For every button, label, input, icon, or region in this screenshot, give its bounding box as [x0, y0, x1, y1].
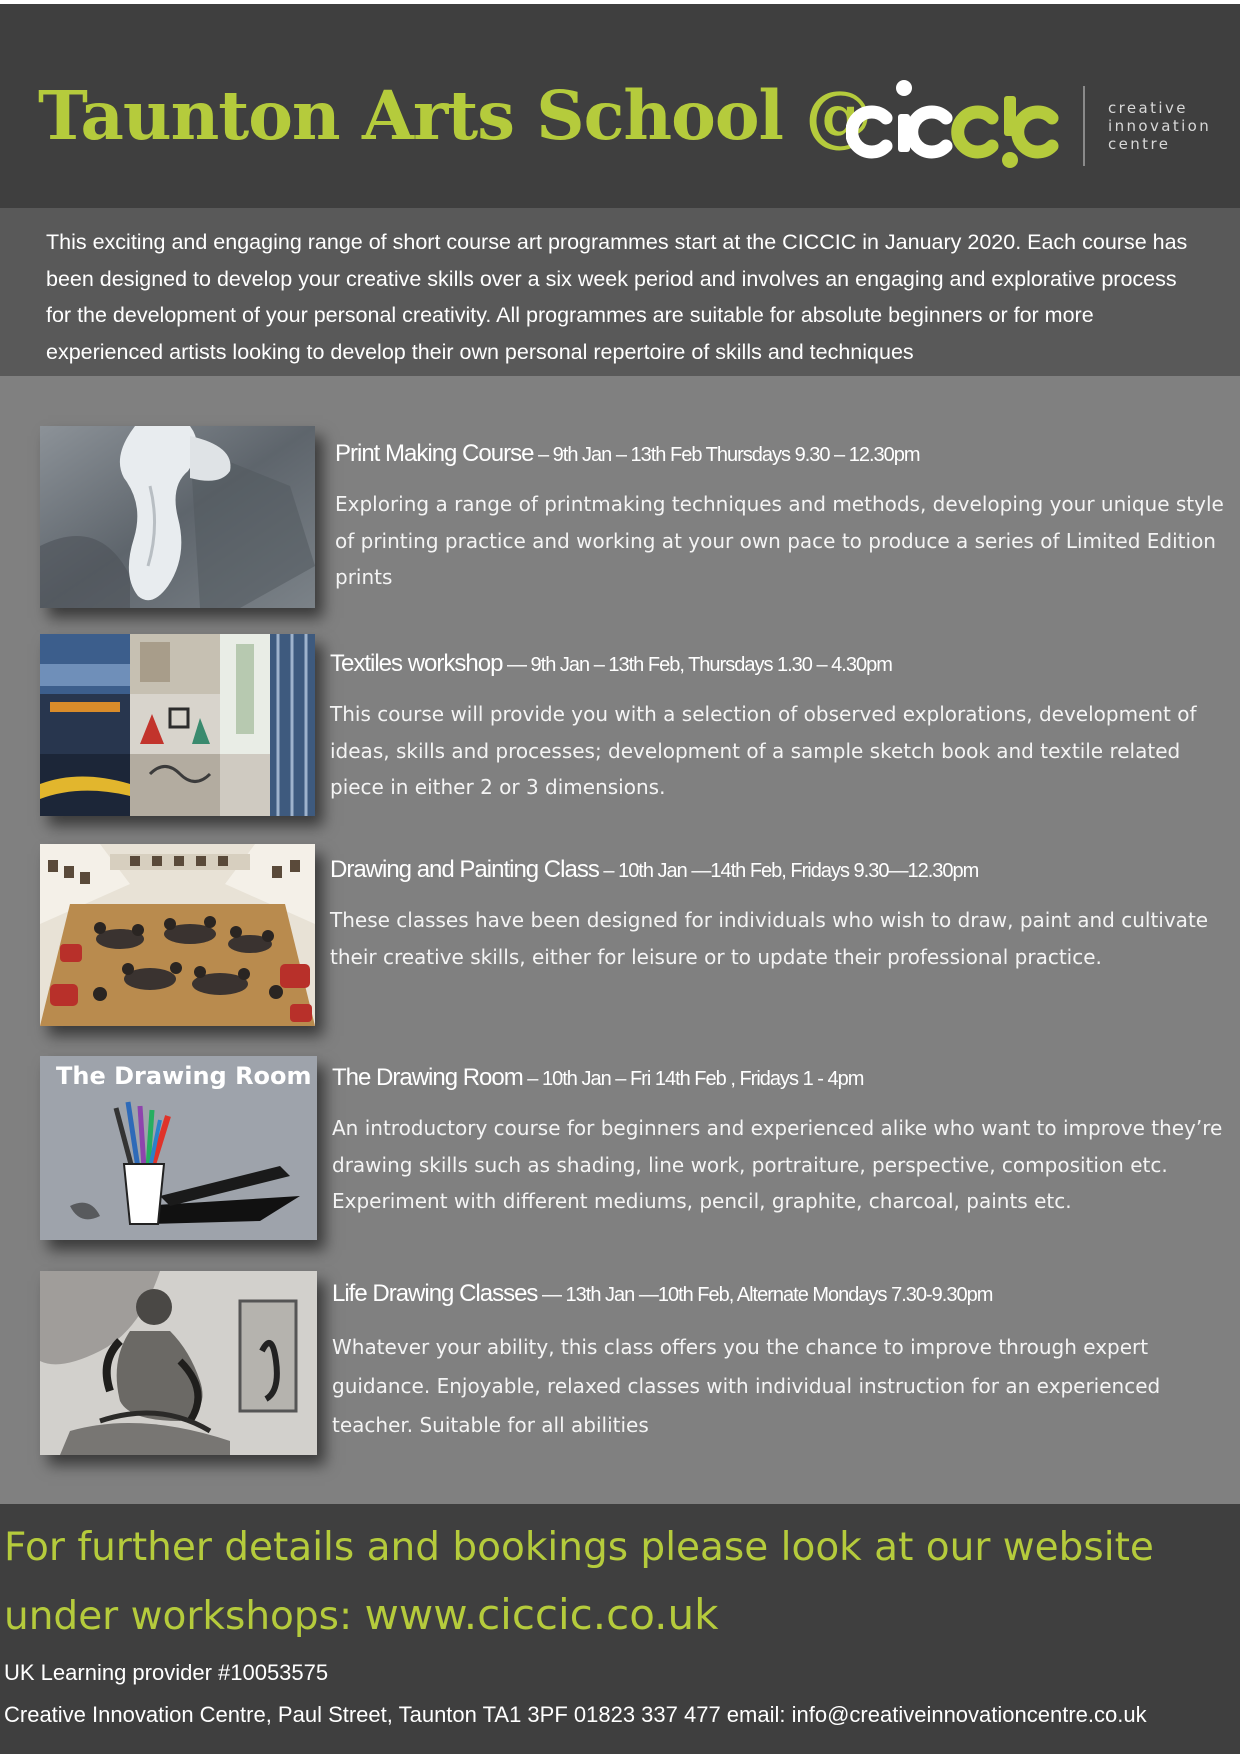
course-heading: [335, 440, 920, 468]
ciccic-logo-icon: [846, 74, 1062, 170]
course-schedule: – 9th Jan – 13th Feb Thursdays 9.30 – 12.30pm: [533, 444, 920, 466]
course-name: Textiles workshop: [330, 650, 503, 677]
intro-text: This exciting and engaging range of short course art programmes start at the CICCIC in January 2020. Each course has been designed to develop your creative skills over a six week period and involves an engaging and explorative process for the development of your personal creativity. All programmes are suitable for absolute beginners or for more experienced artists looking to develop their own personal repertoire of skills and techniques: [46, 230, 1188, 364]
intro-section: [0, 208, 1240, 376]
course-description: An introductory course for beginners and experienced alike who want to improve they’re drawing skills such as shading, line work, portraiture, perspective, composition etc. Experiment with different mediums, pencil, graphite, charcoal, paints etc.: [332, 1116, 1223, 1213]
course-description: Whatever your ability, this class offers you the chance to improve through expert guidance. Enjoyable, relaxed classes with individual instruction for an experienced teacher. Suitable for all abilities: [332, 1335, 1161, 1437]
course-name: Life Drawing Classes: [332, 1280, 538, 1307]
course-description: Exploring a range of printmaking techniques and methods, developing your unique style of printing practice and working at your own pace to produce a series of Limited Edition prints: [335, 492, 1224, 589]
course-schedule: — 13th Jan —10th Feb, Alternate Mondays 7.30-9.30pm: [537, 1284, 993, 1306]
course-heading: [330, 650, 892, 678]
course-schedule: – 10th Jan —14th Feb, Fridays 9.30—12.30pm: [598, 860, 979, 882]
footer: [0, 1504, 1240, 1754]
course-heading: [332, 1064, 863, 1092]
course-name: Drawing and Painting Class: [330, 856, 599, 883]
course-heading: [332, 1280, 992, 1308]
learning-provider: UK Learning provider #10053575: [4, 1660, 329, 1685]
course-heading: [330, 856, 978, 884]
header: [0, 4, 1240, 208]
logo-divider: [1083, 86, 1085, 166]
footer-cta: [4, 1514, 1240, 1650]
footer-cta-text: For further details and bookings please look at our website under workshops:: [4, 1525, 1154, 1639]
course-list: [0, 376, 1240, 1504]
life-drawing-image: [40, 1271, 317, 1455]
logo-tagline-line: centre: [1108, 135, 1171, 153]
textiles-image: [40, 634, 315, 816]
course-schedule: — 9th Jan – 13th Feb, Thursdays 1.30 – 4.30pm: [502, 654, 892, 676]
course-description: This course will provide you with a selection of observed explorations, development of ideas, skills and processes; development of a sample sketch book and textile related piece in either 2 or 3 dimensions.: [330, 702, 1197, 799]
drawing-room-image: [40, 1056, 317, 1240]
logo-tagline-line: creative: [1108, 99, 1188, 117]
contact-address: Creative Innovation Centre, Paul Street, Taunton TA1 3PF 01823 337 477 email: info@creativeinnovationcentre.co.uk: [4, 1702, 1147, 1727]
course-description: These classes have been designed for individuals who wish to draw, paint and cultivate their creative skills, either for leisure or to update their professional practice.: [330, 908, 1209, 969]
course-name: Print Making Course: [335, 440, 534, 467]
drawing-painting-image: [40, 844, 315, 1026]
drawing-room-caption: The Drawing Room: [56, 1062, 312, 1090]
print-making-image: [40, 426, 315, 608]
logo-tagline-line: innovation: [1108, 117, 1212, 135]
course-name: The Drawing Room: [332, 1064, 523, 1091]
page-title: Taunton Arts School @: [38, 76, 872, 155]
logo-tagline: [1108, 99, 1211, 153]
course-schedule: – 10th Jan – Fri 14th Feb , Fridays 1 - 4pm: [522, 1068, 864, 1090]
website-link[interactable]: www.ciccic.co.uk: [364, 1590, 719, 1639]
